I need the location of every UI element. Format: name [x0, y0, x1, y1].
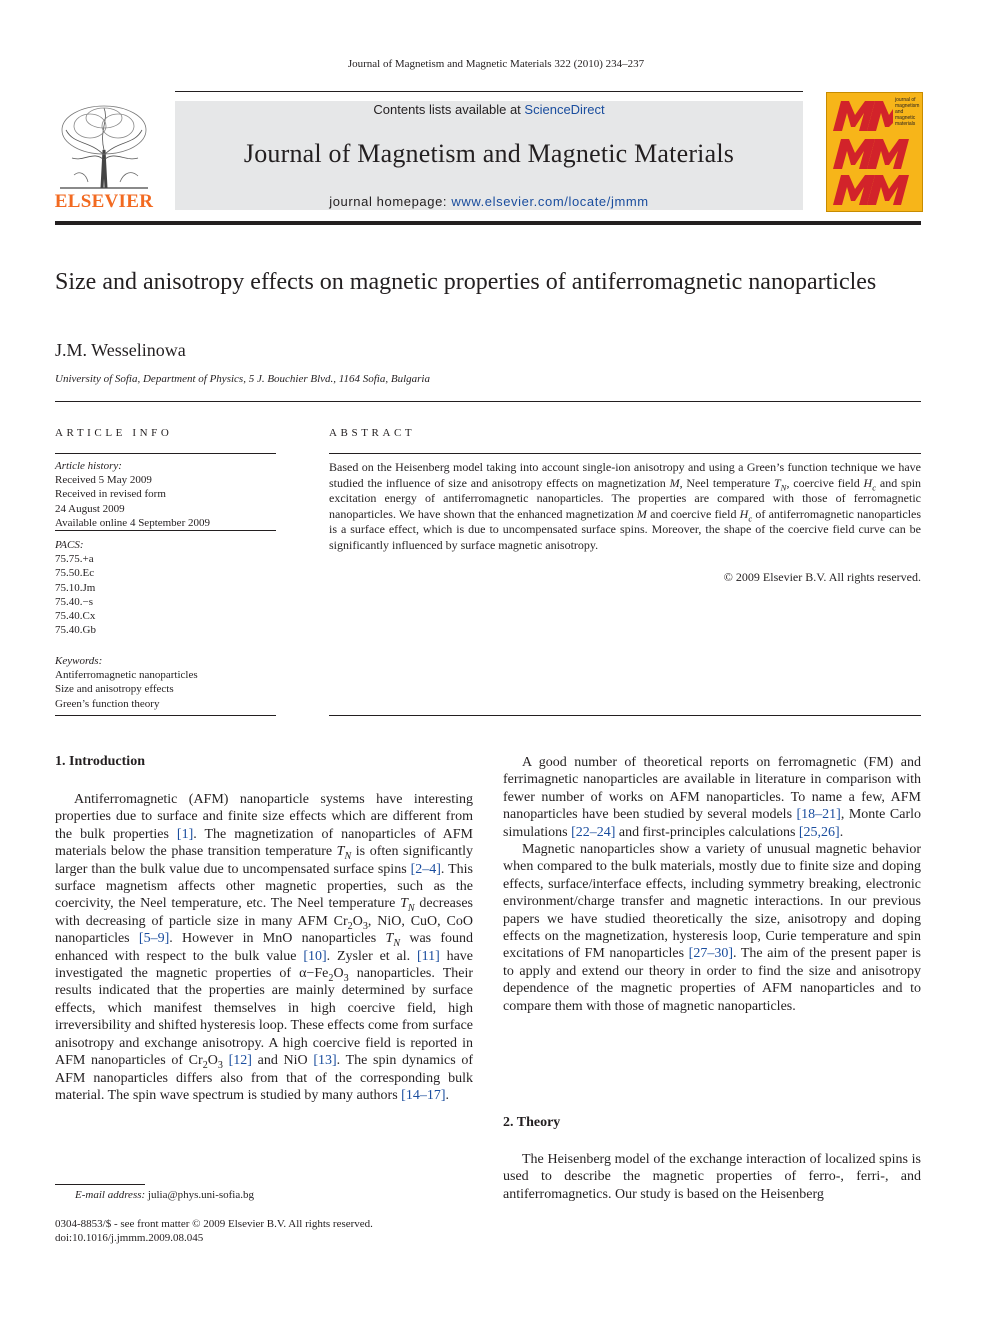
- abstract-text: Based on the Heisenberg model taking into account single-ion anisotropy and using a Green’s function technique we have studied the influence of size and anisotropy effects on magnetization M, Neel temperature $T_N$, coercive field $H_c$ and spin excitation energy of antiferromagnetic nanoparticles. The properties are compared with those of ferromagnetic nanoparticles. We have shown that the enhanced magnetization M and coercive field $H_c$ of antiferromagnetic nanoparticles is a surface effect, which is due to uncompensated surface spins. Moreover, the shape of the coercive field curve can be significantly influenced by surface magnetic anisotropy.: [329, 460, 922, 552]
- pacs-list: [55, 538, 96, 637]
- title-block-rule: [55, 401, 921, 402]
- pacs-code: 75.75.+a: [55, 553, 94, 566]
- citation-link[interactable]: [22–24]: [571, 824, 616, 840]
- author-affiliation: University of Sofia, Department of Physics, 5 J. Bouchier Blvd., 1164 Sofia, Bulgaria: [55, 373, 430, 385]
- journal-title: Journal of Magnetism and Magnetic Materials: [243, 139, 735, 168]
- pacs-code: 75.50.Ec: [55, 567, 95, 580]
- issn-line: 0304-8853/$ - see front matter © 2009 Elsevier B.V. All rights reserved.: [55, 1218, 373, 1230]
- cover-line: magnetism: [895, 103, 920, 109]
- citation-link[interactable]: [2–4]: [410, 861, 441, 877]
- history-label: Article history:: [55, 460, 122, 472]
- keyword[interactable]: Antiferromagnetic nanoparticles: [55, 669, 198, 682]
- history-item: Received in revised form: [55, 488, 166, 501]
- citation-link[interactable]: [27–30]: [688, 946, 733, 962]
- homepage-link[interactable]: www.elsevier.com/locate/jmmm: [451, 194, 649, 209]
- journal-banner: [175, 101, 803, 210]
- article-history: [55, 459, 210, 530]
- keyword[interactable]: Size and anisotropy effects: [55, 683, 174, 696]
- citation-link[interactable]: [18–21]: [796, 807, 841, 823]
- cover-line: journal of: [895, 97, 916, 103]
- citation-link[interactable]: [5–9]: [138, 931, 170, 947]
- citation-link[interactable]: [11]: [416, 948, 440, 964]
- article-info-rule: [55, 453, 276, 454]
- abstract-rule: [329, 453, 921, 454]
- footnote-rule: [55, 1184, 145, 1185]
- cover-line: materials: [895, 121, 916, 127]
- keywords-label: Keywords:: [55, 655, 103, 667]
- article-info-heading: ARTICLE INFO: [55, 427, 173, 439]
- paragraph-magnetic-nanoparticles: Magnetic nanoparticles show a variety of unusual magnetic behavior when compared to the bulk materials, mostly due to finite size and doping effects, surface/interface effects, including symmetry breaking, electronic environment/charge transfer and magnetic interactions. In our previous papers we have studied theoretically the size, anisotropy and doping effects on the magnetization, hysteresis loop, Curie temperature and spin excitations of FM nanoparticles [27–30]. The aim of the present paper is to apply and extend our theory in order to find the size and anisotropy dependence of the magnetic properties of AFM nanoparticles and to compare them with those of magnetic nanoparticles.: [503, 842, 921, 1014]
- pacs-label: PACS:: [55, 539, 84, 551]
- abstract-copyright: © 2009 Elsevier B.V. All rights reserved.: [723, 570, 921, 584]
- abstract-bottom-rule: [329, 715, 921, 716]
- intro-paragraph: Antiferromagnetic (AFM) nanoparticle systems have interesting properties due to surface and finite size effects which are different from the bulk properties [1]. The magnetization of nanoparticles of AFM materials below the phase transition temperature $T_N$ is often significantly larger than the bulk value due to uncompensated surface spins [2–4]. This surface magnetism affects other magnetic properties, such as the coercivity, the Neel temperature, etc. The Neel temperature $T_N$ decreases with decreasing of particle size in many AFM $Cr_2O_3$, NiO, CuO, CoO nanoparticles [5–9]. However in MnO nanoparticles $T_N$ was found enhanced with respect to the bulk value [10]. Zysler et al. [11] have investigated the magnetic properties of $\alpha-Fe_2O_3$ nanoparticles. Their results indicated that the properties are mainly determined by surface effects, which manifest themselves in high coercive field, high irreversibility and shifted hysteresis loop. These effects come from surface anisotropy and exchange anisotropy. A high coercive field is reported in AFM nanoparticles of $Cr_2O_3$ [12] and NiO [13]. The spin dynamics of AFM nanoparticles differs also from that of the corresponding bulk material. The spin wave spectrum is studied by many authors [14–17].: [55, 792, 474, 1103]
- article-title: Size and anisotropy effects on magnetic properties of antiferromagnetic nanoparticles: [55, 269, 877, 295]
- history-item: Available online 4 September 2009: [55, 516, 210, 529]
- paragraph-theoretical-reports: A good number of theoretical reports on ferromagnetic (FM) and ferrimagnetic nanoparticles are available in literature in comparison with fewer number of works on AFM nanoparticles. To name a few, AFM nanoparticles have been studied by several models [18–21], Monte Carlo simulations [22–24] and first-principles calculations [25,26].: [503, 755, 921, 840]
- citation-link[interactable]: [13]: [313, 1053, 337, 1069]
- doi-line[interactable]: doi:10.1016/j.jmmm.2009.08.045: [55, 1232, 204, 1244]
- section-heading-introduction: 1. Introduction: [55, 754, 145, 769]
- history-rule: [55, 530, 276, 531]
- email-address[interactable]: julia@phys.uni-sofia.bg: [147, 1189, 254, 1201]
- section-heading-theory: 2. Theory: [503, 1115, 561, 1130]
- running-head: Journal of Magnetism and Magnetic Materials 322 (2010) 234–237: [347, 58, 645, 70]
- author-name[interactable]: J.M. Wesselinowa: [55, 340, 186, 360]
- citation-link[interactable]: [25,26]: [798, 824, 840, 840]
- pacs-code: 75.10.Jm: [55, 581, 96, 594]
- history-item: 24 August 2009: [55, 502, 125, 515]
- citation-link[interactable]: [12]: [228, 1053, 252, 1069]
- cover-title-text: [895, 97, 919, 127]
- journal-cover-thumbnail[interactable]: [826, 92, 923, 212]
- citation-link[interactable]: [1]: [176, 826, 194, 842]
- pacs-code: 75.40.Gb: [55, 624, 96, 637]
- theory-paragraph: The Heisenberg model of the exchange interaction of localized spins is used to describe the magnetic properties of ferro-, ferri-, and antiferromagnetics. Our study is based on the Heisenberg: [503, 1152, 921, 1202]
- keywords-list: [55, 654, 198, 711]
- email-label: E-mail address:: [75, 1189, 146, 1201]
- pacs-code: 75.40.Cx: [55, 610, 96, 623]
- keywords-rule: [55, 715, 276, 716]
- keyword[interactable]: Green’s function theory: [55, 697, 160, 710]
- intro-continuation: [503, 754, 921, 1015]
- citation-link[interactable]: [14–17]: [401, 1087, 446, 1103]
- header-rule: [175, 91, 803, 92]
- homepage-prefix: journal homepage:: [329, 194, 448, 209]
- email-footnote: [55, 1189, 254, 1201]
- contents-available-line: [175, 102, 803, 117]
- contents-prefix: Contents lists available at: [373, 102, 521, 117]
- citation-link[interactable]: [10]: [303, 948, 327, 964]
- pacs-code: 75.40.−s: [55, 595, 93, 608]
- history-item: Received 5 May 2009: [55, 474, 152, 487]
- front-matter: [55, 1217, 373, 1245]
- journal-homepage-line: [175, 194, 803, 209]
- cover-line: magnetic: [895, 115, 916, 121]
- sciencedirect-link[interactable]: ScienceDirect: [524, 102, 605, 117]
- header-thick-rule: [55, 221, 921, 225]
- cover-line: and: [895, 109, 904, 115]
- abstract-heading: ABSTRACT: [329, 427, 416, 439]
- elsevier-wordmark: ELSEVIER: [54, 191, 154, 212]
